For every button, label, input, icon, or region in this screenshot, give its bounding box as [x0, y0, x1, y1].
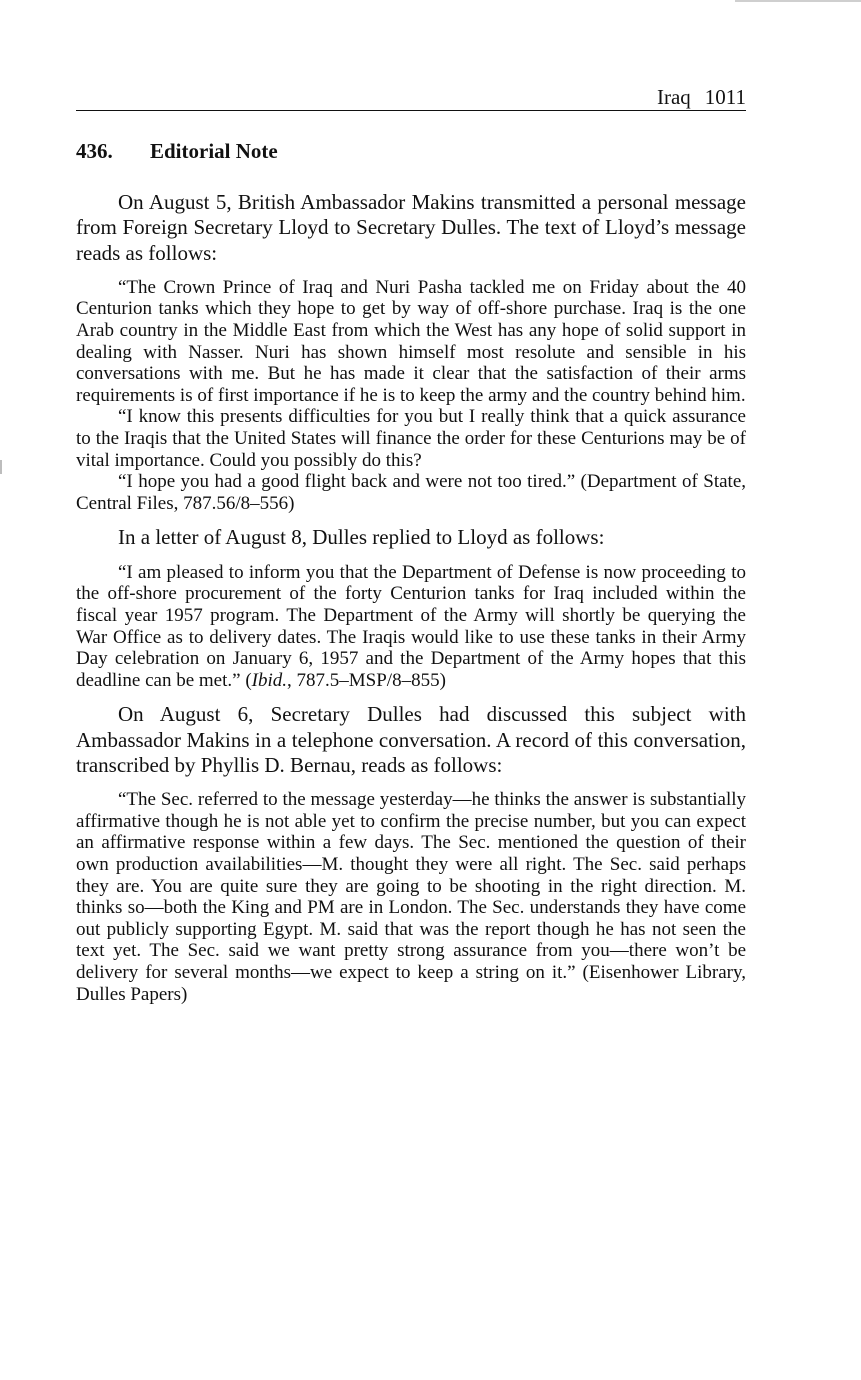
document-heading	[76, 138, 278, 164]
telephone-conversation-quote	[76, 789, 746, 1005]
quote-paragraph: “I know this presents difficulties for you but I really think that a quick assurance to the Iraqis that the United States will finance the order for these Centurions may be of vital importance. Could you possibly do this?	[76, 406, 746, 471]
running-head	[76, 84, 746, 111]
document-number: 436.	[76, 139, 113, 163]
lloyd-message-quote	[76, 277, 746, 515]
intro-paragraph: On August 5, British Ambassador Makins transmitted a personal message from Foreign Secretary Lloyd to Secretary Dulles. The text of Lloyd’s message reads as follows:	[76, 190, 746, 265]
page-number: 1011	[704, 85, 746, 109]
quote-paragraph: “I hope you had a good flight back and were not too tired.” (Department of State, Central Files, 787.56/8–556)	[76, 471, 746, 514]
document-title: Editorial Note	[150, 139, 278, 163]
quote-text: “I am pleased to inform you that the Department of Defense is now proceeding to the off-shore procurement of the forty Centurion tanks for Iraq included within the fiscal year 1957 program. The Department of the Army will shortly be querying the War Office as to delivery dates. The Iraqis would like to use these tanks in their Army Day celebration on January 6, 1957 and the Department of the Army hopes that this deadline can be met.” (	[76, 561, 746, 691]
citation-text: , 787.5–MSP/8–855)	[287, 669, 446, 691]
scan-edge-line	[735, 0, 861, 2]
quote-paragraph: “The Sec. referred to the message yesterday—he thinks the answer is substantially affirmative though he is not able yet to confirm the precise number, but you can expect an affirmative response within a few days. The Sec. mentioned the question of their own production availabilities—M. thought they were all right. The Sec. said perhaps they are. You are quite sure they are going to be shooting in the right direction. M. thinks so—both the King and PM are in London. The Sec. understands they have come out publicly supporting Egypt. M. said that was the report though he has not seen the text yet. The Sec. said we want pretty strong assurance from you—there won’t be delivery for several months—we expect to keep a string on it.” (Eisenhower Library, Dulles Papers)	[76, 789, 746, 1005]
running-head-section: Iraq	[656, 85, 691, 109]
dulles-letter-quote	[76, 562, 746, 692]
document-body	[76, 190, 746, 1016]
quote-paragraph: “The Crown Prince of Iraq and Nuri Pasha tackled me on Friday about the 40 Centurion tanks which they hope to get by way of off-shore purchase. Iraq is the one Arab country in the Middle East from which the West has any hope of solid support in dealing with Nasser. Nuri has shown himself most resolute and sensible in his conversations with me. But he has made it clear that the satisfaction of their arms requirements is of first importance if he is to keep the army and the country behind him.	[76, 276, 746, 406]
ibid-citation: Ibid.	[251, 669, 288, 691]
quote-paragraph	[76, 562, 746, 692]
scan-margin-mark	[0, 460, 2, 474]
dulles-letter-intro: In a letter of August 8, Dulles replied to Lloyd as follows:	[118, 525, 605, 550]
telephone-conversation-intro: On August 6, Secretary Dulles had discussed this subject with Ambassador Makins in a telephone conversation. A record of this conversation, transcribed by Phyllis D. Bernau, reads as follows:	[76, 702, 746, 777]
